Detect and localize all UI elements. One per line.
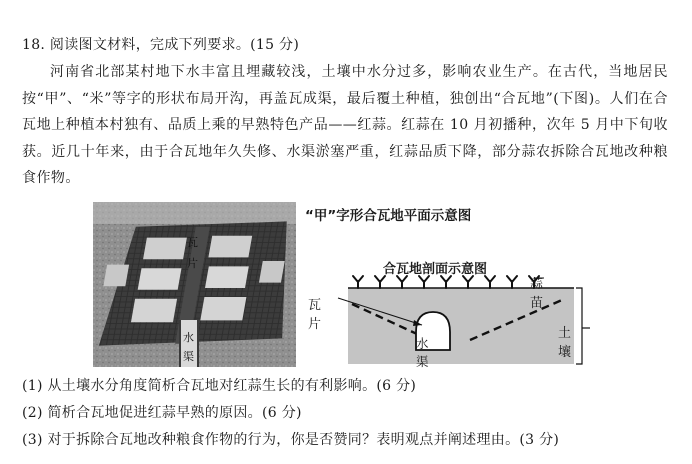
label-seedling: 蒜苗 — [530, 277, 544, 311]
photo-label-wa: 瓦 — [187, 236, 198, 249]
sub-question-1: (1) 从土壤水分角度简析合瓦地对红蒜生长的有利影响。(6 分) — [22, 378, 417, 394]
plan-diagram-title: “甲”字形合瓦地平面示意图 — [305, 208, 472, 224]
material-paragraph: 河南省北部某村地下水丰富且埋藏较浅，土壤中水分过多，影响农业生产。在古代，当地居民按“甲”、“米”等字的形状布局开沟，再盖瓦成渠，最后覆土种植，独创出“合瓦地”(下图)。人们在合瓦地上种植本村独有、品质上乘的早熟特色产品——红蒜。红蒜在 10 月初播种，次年 5 月中下旬收获。近几十年来，由于合瓦地年久失修、水渠淤塞严重，红蒜品质下降，部分蒜农拆除合瓦地改种粮食作物。 — [22, 64, 668, 187]
label-water-channel: 水渠 — [416, 336, 429, 369]
photo-label-shui: 水 — [183, 331, 194, 344]
photo-label-qu: 渠 — [183, 350, 194, 363]
label-soil: 土壤 — [558, 326, 572, 360]
section-diagram-title: 合瓦地剖面示意图 — [383, 262, 488, 277]
sub-question-2: (2) 简析合瓦地促进红蒜早熟的原因。(6 分) — [22, 405, 302, 421]
label-tile: 瓦片 — [308, 298, 322, 332]
sub-question-3: (3) 对于拆除合瓦地改种粮食作物的行为，你是否赞同？表明观点并阐述理由。(3 分) — [22, 432, 560, 448]
field-photo — [93, 202, 296, 367]
seedling-row — [353, 276, 539, 288]
photo-label-pian: 片 — [187, 257, 198, 270]
section-diagram — [300, 270, 600, 370]
question-title: 18. 阅读图文材料，完成下列要求。(15 分) — [22, 37, 300, 53]
